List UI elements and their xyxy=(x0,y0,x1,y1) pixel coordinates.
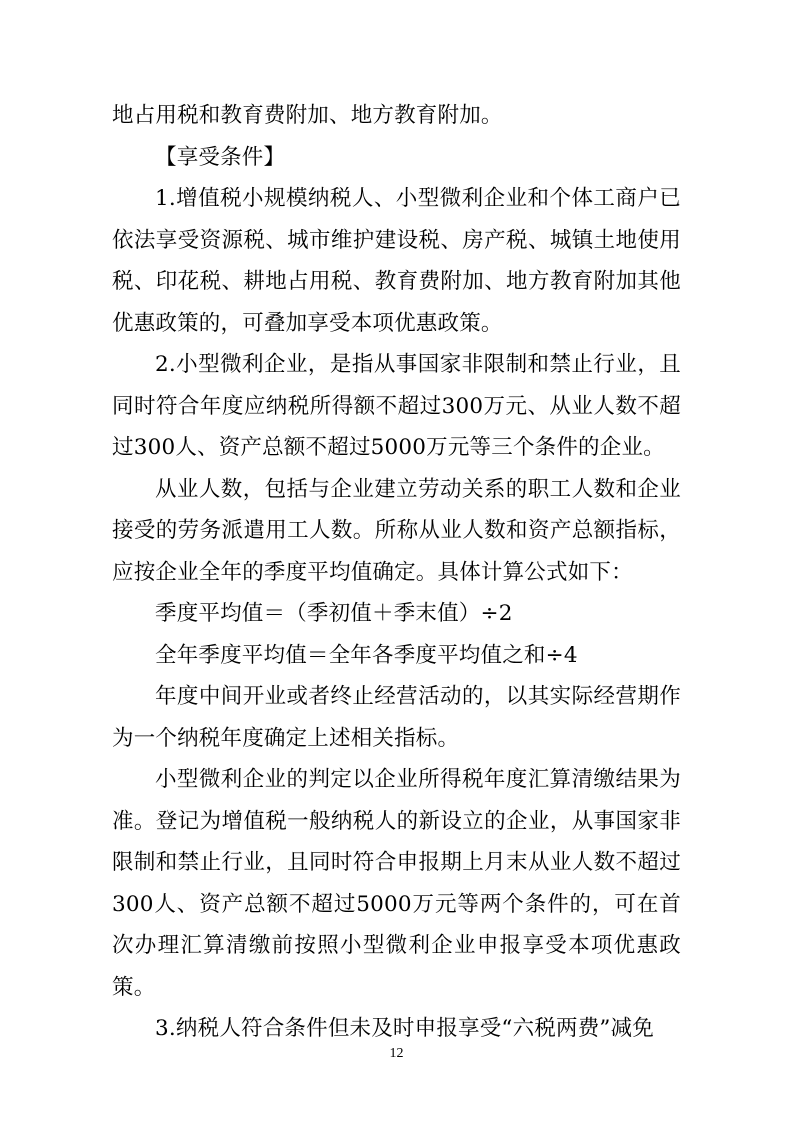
paragraph-formula-2: 全年季度平均值＝全年各季度平均值之和÷4 xyxy=(155,642,578,668)
paragraph-employees: 从业人数，包括与企业建立劳动关系的职工人数和企业接受的劳务派遣用工人数。所称从业人数和资产总额指标，应按企业全年的季度平均值确定。具体计算公式如下： xyxy=(112,476,681,585)
paragraph-determination: 小型微利企业的判定以企业所得税年度汇算清缴结果为准。登记为增值税一般纳税人的新设立的企业，从事国家非限制和禁止行业，且同时符合申报期上月末从业人数不超过300人、资产总额不超过5000万元等两个条件的，可在首次办理汇算清缴前按照小型微利企业申报享受本项优惠政策。 xyxy=(112,767,681,1000)
page-number: 12 xyxy=(389,1046,404,1061)
paragraph-item-2: 2.小型微利企业，是指从事国家非限制和禁止行业，且同时符合年度应纳税所得额不超过300万元、从业人数不超过300人、资产总额不超过5000万元等三个条件的企业。 xyxy=(112,352,681,460)
paragraph-item-3: 3.纳税人符合条件但未及时申报享受“六税两费”减免 xyxy=(155,1016,654,1041)
paragraph-heading-conditions: 【享受条件】 xyxy=(155,144,286,170)
paragraph-item-1: 1.增值税小规模纳税人、小型微利企业和个体工商户已依法享受资源税、城市维护建设税、房产税、城镇土地使用税、印花税、耕地占用税、教育费附加、地方教育附加其他优惠政策的，可叠加享受本项优惠政策。 xyxy=(112,186,681,336)
paragraph-midyear: 年度中间开业或者终止经营活动的，以其实际经营期作为一个纳税年度确定上述相关指标。 xyxy=(112,684,681,751)
paragraph-continuation: 地占用税和教育费附加、地方教育附加。 xyxy=(112,103,503,128)
paragraph-formula-1: 季度平均值＝（季初值＋季末值）÷2 xyxy=(155,601,513,626)
document-body xyxy=(112,95,681,1050)
